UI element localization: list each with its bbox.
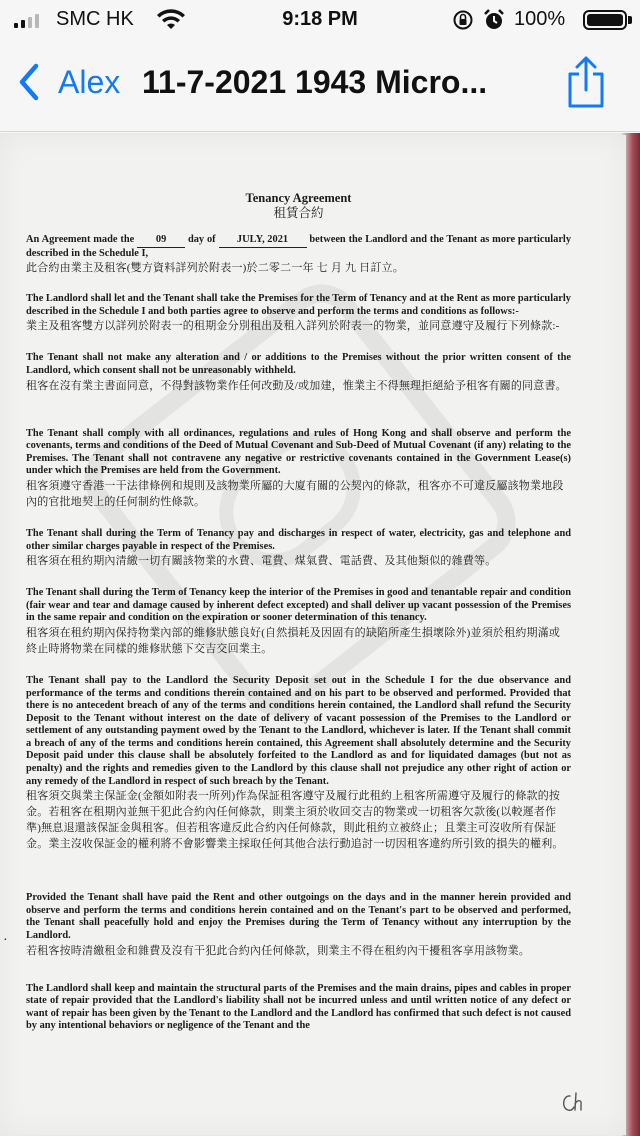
clause-2-zh: 租客在沒有業主書面同意，不得對該物業作任何改動及/或加建，惟業主不得無理拒絕給予租客有關的同意書。 xyxy=(26,379,567,392)
clause-6: The Tenant shall pay to the Landlord the Security Deposit set out in the Schedule I for the due observance and performance of the terms and conditions therein contained and on his part to be observed and performed. Provided that there is no antecedent breach of any of the terms and conditions herein contained, the Landlord shall refund the Security Deposit to the Tenant without interest on the date of delivery of vacant possession of the Premises to the Landlord or settlement of any outstanding payment owed by the Tenant to the Landlord, whichever is later. If the Tenant shall commit a breach of any of the terms and conditions herein contained, this Agreement shall absolutely determine and the Security Deposit paid under this clause shall be absolutely forfeited to the Landlord as and for liquidated damages (but not as penalty) and the rights and remedies given to the Landlord by this clause shall not prejudice any other right of action or any remedy of the Landlord in respect of such breach by the Tenant. xyxy=(26,674,571,787)
status-bar xyxy=(0,0,640,40)
clock: 9:18 PM xyxy=(282,8,358,30)
clause-2: The Tenant shall not make any alteration and / or additions to the Premises without the prior written consent of the Landlord, which consent shall not be unreasonably withheld. xyxy=(26,352,571,376)
clause-5-zh: 租客須在租約期內保持物業內部的維修狀態良好(自然損耗及因固有的缺陷所產生損壞除外)並須於租約期滿或終止時將物業在同樣的維修狀態下交吉交回業主。 xyxy=(26,626,561,655)
intro-prefix: An Agreement made the xyxy=(26,234,138,245)
alarm-icon xyxy=(482,8,506,32)
share-icon[interactable] xyxy=(562,54,610,110)
carrier-label: SMC HK xyxy=(56,8,134,30)
intro-suffix: between the Landlord and the Tenant as more particularly described in the Schedule I, xyxy=(26,234,572,259)
battery-cap xyxy=(628,16,632,24)
clause-1-zh: 業主及租客雙方以詳列於附表一的租期金分別租出及租入詳列於附表一的物業，並同意遵守及履行下列條款:- xyxy=(26,320,560,333)
intro-mid: day of xyxy=(185,234,219,245)
battery-percent: 100% xyxy=(514,8,566,30)
clause-8: The Landlord shall keep and maintain the structural parts of the Premises and the main drains, pipes and cables in proper state of repair provided that the Landlord's liability shall not be incurred unless and until written notice of any defect or want of repair has been given by the Tenant to the Landlord and the Landlord has confirmed that such defect is not caused by any intentional behaviors or negligence of the Tenant and the xyxy=(26,982,571,1032)
signature-initials xyxy=(560,1090,600,1116)
battery-icon xyxy=(583,10,627,30)
document-photo xyxy=(0,133,640,1136)
orientation-lock-icon xyxy=(452,9,474,31)
clause-4: The Tenant shall during the Term of Tenancy pay and discharges in respect of water, electricity, gas and telephone and other similar charges payable in respect of the Premises. xyxy=(26,527,571,552)
chevron-left-icon xyxy=(14,60,42,104)
intro-paragraph xyxy=(26,234,571,260)
document-page xyxy=(0,135,626,1135)
month-year-field: JULY, 2021 xyxy=(219,234,307,248)
back-button[interactable] xyxy=(14,60,120,104)
clause-5: The Tenant shall during the Term of Tenancy keep the interior of the Premises in good and tenantable repair and condition (fair wear and tear and damage caused by inherent defect excepted) and shall deliver up vacant possession of the Premises in the same repair and condition on the expiration or sooner determination of this tenancy. xyxy=(26,587,571,624)
list-marker: . xyxy=(4,932,7,943)
intro-paragraph-zh: 此合約由業主及租客(雙方資料詳列於附表一)於二零二一年 七 月 九 日訂立。 xyxy=(26,262,404,275)
clause-1: The Landlord shall let and the Tenant shall take the Premises for the Term of Tenancy and at the Rent as more particularly described in the Schedule I and both parties agree to observe and perform the terms and conditions as follows:- xyxy=(26,293,571,317)
clause-3-zh: 租客須遵守香港一干法律條例和規則及該物業所屬的大廈有關的公契內的條款，租客亦不可違反屬該物業地段內的官批地契上的任何制約性條款。 xyxy=(26,479,564,508)
navigation-bar xyxy=(0,40,640,132)
clause-7: Provided the Tenant shall have paid the Rent and other outgoings on the days and in the manner herein provided and observe and perform the terms and conditions herein contained and on the Tenant's part to be observed and performed, the Tenant shall peacefully hold and enjoy the Premises during the Term of Tenancy without any interruption by the Landlord. xyxy=(26,892,571,942)
clause-3: The Tenant shall comply with all ordinances, regulations and rules of Hong Kong and shall observe and perform the covenants, terms and conditions of the Deed of Mutual Covenant and Sub-Deed of Mutual Covenant (if any) relating to the Premises. The Tenant shall not contravene any negative or restrictive covenants contained in the Government Lease(s) under which the Premises are held from the Government. xyxy=(26,427,571,477)
day-field: 09 xyxy=(137,234,185,248)
clause-4-zh: 租客須在租約期內清繳一切有關該物業的水費、電費、煤氣費、電話費、及其他類似的雜費等。 xyxy=(26,555,497,568)
page-title: 11-7-2021 1943 Micro... xyxy=(142,64,488,100)
clause-6-zh: 租客須交與業主保証金(金額如附表一所列)作為保証租客遵守及履行此租約上租客所需遵守及履行的條款的按金。若租客在租期內並無干犯此合約內任何條款，則業主須於收回交吉的物業或一切租客欠款後(以較遲者作準)無息退還該保証金與租客。但若租客違反此合約內任何條款，則此租約立被終止；且業主可沒收所有保証金。業主沒收保証金的權利將不會影響業主採取任何其他合法行動追討一切因租客違約所引致的損失的權利。 xyxy=(26,790,564,851)
agreement-text xyxy=(26,191,571,1033)
document-title: Tenancy Agreement xyxy=(245,191,352,205)
back-label: Alex xyxy=(58,63,121,100)
document-title-zh: 租賃合約 xyxy=(273,206,324,220)
clause-7-zh: 若租客按時清繳租金和雜費及沒有干犯此合約內任何條款，則業主不得在租約內干擾租客享用該物業。 xyxy=(26,944,530,957)
